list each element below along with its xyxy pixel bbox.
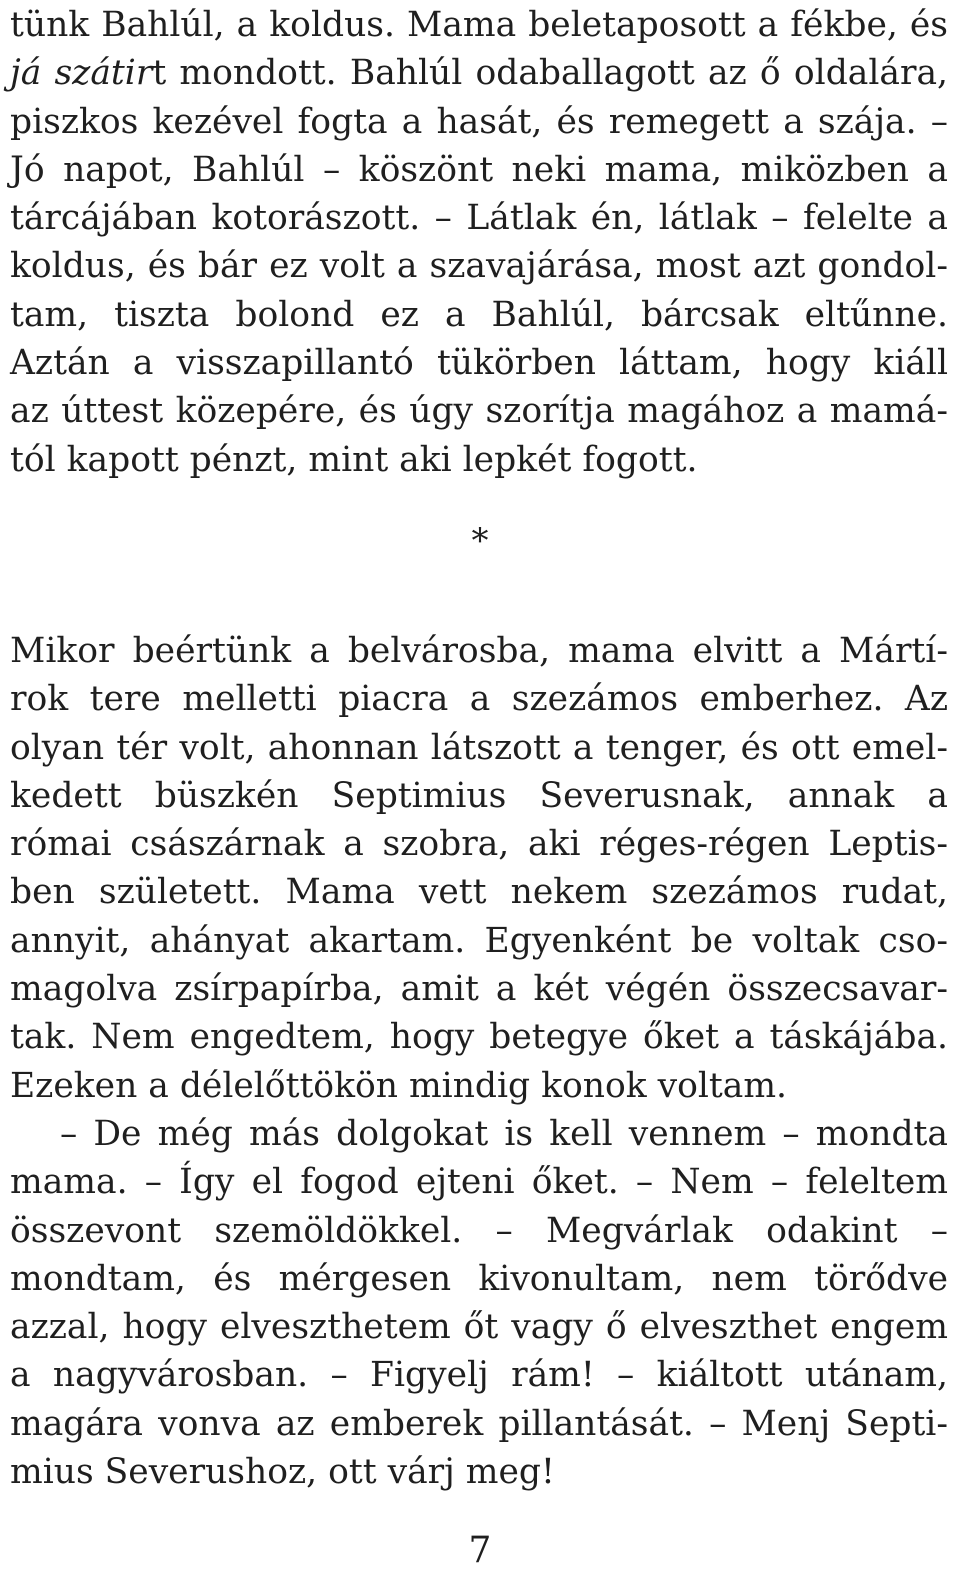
text-line: mondtam, és mérgesen kivonultam, nem törődve <box>10 1258 948 1299</box>
text-line: mama. – Így el fogod ejteni őket. – Nem – feleltem <box>10 1162 948 1203</box>
text-line: kedett büszkén Septimius Severusnak, annak a <box>10 775 948 816</box>
page-number: 7 <box>468 1530 492 1571</box>
text-line: magára vonva az emberek pillantását. – Menj Septi- <box>10 1403 948 1444</box>
text-line: római császárnak a szobra, aki réges-régen Leptis- <box>10 824 948 865</box>
text-line: mius Severushoz, ott várj meg! <box>10 1452 555 1493</box>
text-line: Ezeken a délelőttökön mindig konok voltam. <box>10 1065 788 1106</box>
text-line: tam, tiszta bolond ez a Bahlúl, bárcsak eltűnne. <box>10 294 948 335</box>
text-line: Aztán a visszapillantó tükörben láttam, hogy kiáll <box>10 343 948 384</box>
text-line: ben született. Mama vett nekem szezámos rudat, <box>10 872 948 913</box>
text-line: tünk Bahlúl, a koldus. Mama beletaposott a fékbe, és <box>10 5 948 45</box>
section-separator: * <box>471 521 489 561</box>
text-line: tak. Nem engedtem, hogy betegye őket a táskájába. <box>10 1017 948 1058</box>
text-line: piszkos kezével fogta a hasát, és remegett a szája. – <box>10 101 948 142</box>
text-line: összevont szemöldökkel. – Megvárlak odakint – <box>10 1210 948 1251</box>
paragraph-2 <box>10 627 948 1496</box>
text-line: Mikor beértünk a belvárosba, mama elvitt a Mártí- <box>10 631 948 671</box>
text-line: rok tere melletti piacra a szezámos emberhez. Az <box>10 679 948 720</box>
text-line: Jó napot, Bahlúl – köszönt neki mama, miközben a <box>10 149 948 190</box>
text-line: tárcájában kotorászott. – Látlak én, látlak – felelte a <box>10 198 948 239</box>
text-line: azzal, hogy elveszthetem őt vagy ő elveszthet engem <box>10 1307 948 1348</box>
text-line-rest: t mondott. Bahlúl odaballagott az ő oldalára, <box>152 53 948 94</box>
italic-phrase: já szátir <box>10 53 153 94</box>
paragraph-1 <box>10 1 948 484</box>
text-line: koldus, és bár ez volt a szavajárása, most azt gondol- <box>10 246 948 287</box>
text-line: magolva zsírpapírba, amit a két végén összecsavar- <box>10 969 948 1010</box>
text-line: – De még más dolgokat is kell vennem – mondta <box>60 1113 948 1154</box>
text-line: annyit, ahányat akartam. Egyenként be voltak cso- <box>10 920 948 961</box>
text-line: az úttest közepére, és úgy szorítja magához a mamá- <box>10 391 948 432</box>
text-line: a nagyvárosban. – Figyelj rám! – kiáltott utánam, <box>10 1355 948 1396</box>
text-line: tól kapott pénzt, mint aki lepkét fogott. <box>10 439 698 480</box>
text-line: olyan tér volt, ahonnan látszott a tenger, és ott emel- <box>10 727 948 768</box>
text-line <box>10 49 948 97</box>
